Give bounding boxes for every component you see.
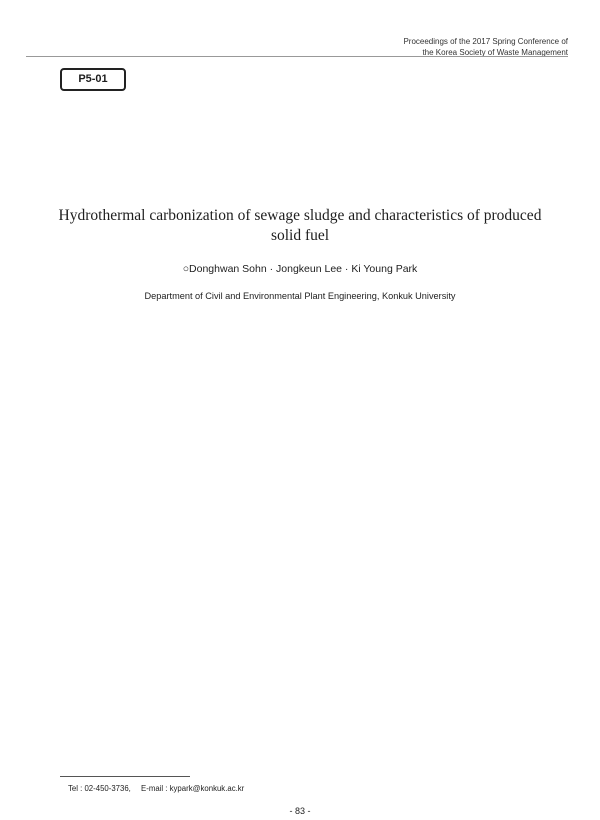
body-paragraph-2 [60,546,542,738]
header-right-line-1: Proceedings of the 2017 Spring Conference of [403,37,568,46]
korean-authors [200,150,400,164]
keywords [60,326,540,340]
body-line [60,464,542,475]
body-line [60,400,542,411]
body-line [60,368,542,379]
body-line [60,562,542,573]
body-line [60,512,542,523]
english-title: Hydrothermal carbonization of sewage sludge and characteristics of produced solid fuel [58,207,542,244]
body-line [60,384,542,395]
body-line [60,448,542,459]
english-authors: ○Donghwan Sohn · Jongkeun Lee · Ki Young Park [182,263,418,275]
body-line [60,706,542,717]
korean-title [40,102,560,120]
footnote-rule [60,776,190,777]
body-line [60,528,542,539]
body-line [60,642,542,653]
body-line [60,432,542,443]
footnote-tel: Tel : 02-450-3736, [68,784,131,793]
body-line [60,658,542,669]
body-line [60,690,542,701]
body-line [60,480,542,491]
header-right [403,36,568,58]
body-paragraph-1 [60,352,542,560]
body-line [60,674,542,685]
body-line [60,594,542,605]
body-line [60,546,542,557]
acknowledgement [60,736,542,768]
header-rule [26,56,568,57]
body-line [60,722,542,733]
footnote-email: E-mail : kypark@konkuk.ac.kr [141,784,245,793]
english-affiliation: Department of Civil and Environmental Plant Engineering, Konkuk University [144,291,456,301]
footnote [60,784,540,793]
body-line [60,626,542,637]
body-line [60,578,542,589]
body-line [60,610,542,621]
body-line [60,416,542,427]
korean-affiliation [170,174,430,188]
acknowledgement-line [60,752,542,763]
page-number: - 83 - [289,806,311,816]
acknowledgement-line [60,736,542,747]
paper-code-badge: P5-01 [60,68,126,91]
header-right-line-2: the Korea Society of Waste Management [422,48,568,57]
body-line [60,496,542,507]
body-line [60,352,542,363]
